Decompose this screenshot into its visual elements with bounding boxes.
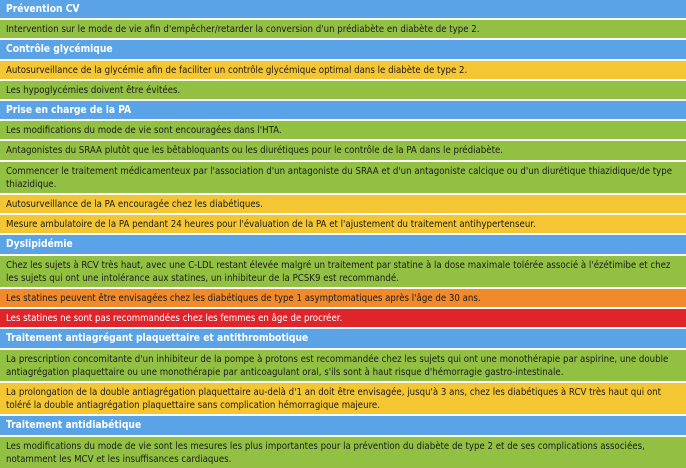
recommendation-row: Antagonistes du SRAA plutôt que les bêtabloquants ou les diurétiques pour le contrôle de la PA dans le prédiabète.	[0, 141, 686, 159]
section-header: Contrôle glycémique	[0, 40, 686, 58]
recommendation-row: Les modifications du mode de vie sont les mesures les plus importantes pour la prévention du diabète de type 2 et de ses complications associées, notamment les MCV et les insuffisances cardiaques.	[0, 437, 686, 468]
recommendation-row: La prescription concomitante d'un inhibiteur de la pompe à protons est recommandée chez les sujets qui ont une monothérapie par aspirine, une double antiagrégation plaquettaire ou une monothérapie par anticoagulant oral, s'ils sont à haut risque d'hémorragie gastro-intestinale.	[0, 350, 686, 381]
recommendation-row: Commencer le traitement médicamenteux par l'association d'un antagoniste du SRAA et d'un antagoniste calcique ou d'un diurétique thiazidique/de type thiazidique.	[0, 162, 686, 193]
section-header: Traitement antiagrégant plaquettaire et antithrombotique	[0, 329, 686, 347]
recommendation-row: Autosurveillance de la PA encouragée chez les diabétiques.	[0, 195, 686, 213]
recommendation-row: La prolongation de la double antiagrégation plaquettaire au-delà d'1 an doit être envisagée, jusqu'à 3 ans, chez les diabétiques à RCV très haut qui ont toléré la double antiagrégation plaquettaire sans complication hémorragique majeure.	[0, 383, 686, 414]
section-header: Traitement antidiabétique	[0, 416, 686, 434]
section-header: Dyslipidémie	[0, 235, 686, 253]
recommendation-row: Chez les sujets à RCV très haut, avec une C-LDL restant élevée malgré un traitement par statine à la dose maximale tolérée associé à l'ézétimibe et chez les sujets qui ont une intolérance aux statines, un inhibiteur de la PCSK9 est recommandé.	[0, 256, 686, 287]
section-header: Prévention CV	[0, 0, 686, 18]
recommendation-row: Intervention sur le mode de vie afin d'empêcher/retarder la conversion d'un prédiabète en diabète de type 2.	[0, 20, 686, 38]
alert-row: Les statines ne sont pas recommandées chez les femmes en âge de procréer.	[0, 309, 686, 327]
recommendation-row: Les hypoglycémies doivent être évitées.	[0, 81, 686, 99]
recommendation-row: Les statines peuvent être envisagées chez les diabétiques de type 1 asymptomatiques après l'âge de 30 ans.	[0, 289, 686, 307]
recommendation-row: Mesure ambulatoire de la PA pendant 24 heures pour l'évaluation de la PA et l'ajustement du traitement antihypertenseur.	[0, 215, 686, 233]
recommendation-row: Les modifications du mode de vie sont encouragées dans l'HTA.	[0, 121, 686, 139]
recommendation-row: Autosurveillance de la glycémie afin de faciliter un contrôle glycémique optimal dans le diabète de type 2.	[0, 61, 686, 79]
section-header: Prise en charge de la PA	[0, 101, 686, 119]
